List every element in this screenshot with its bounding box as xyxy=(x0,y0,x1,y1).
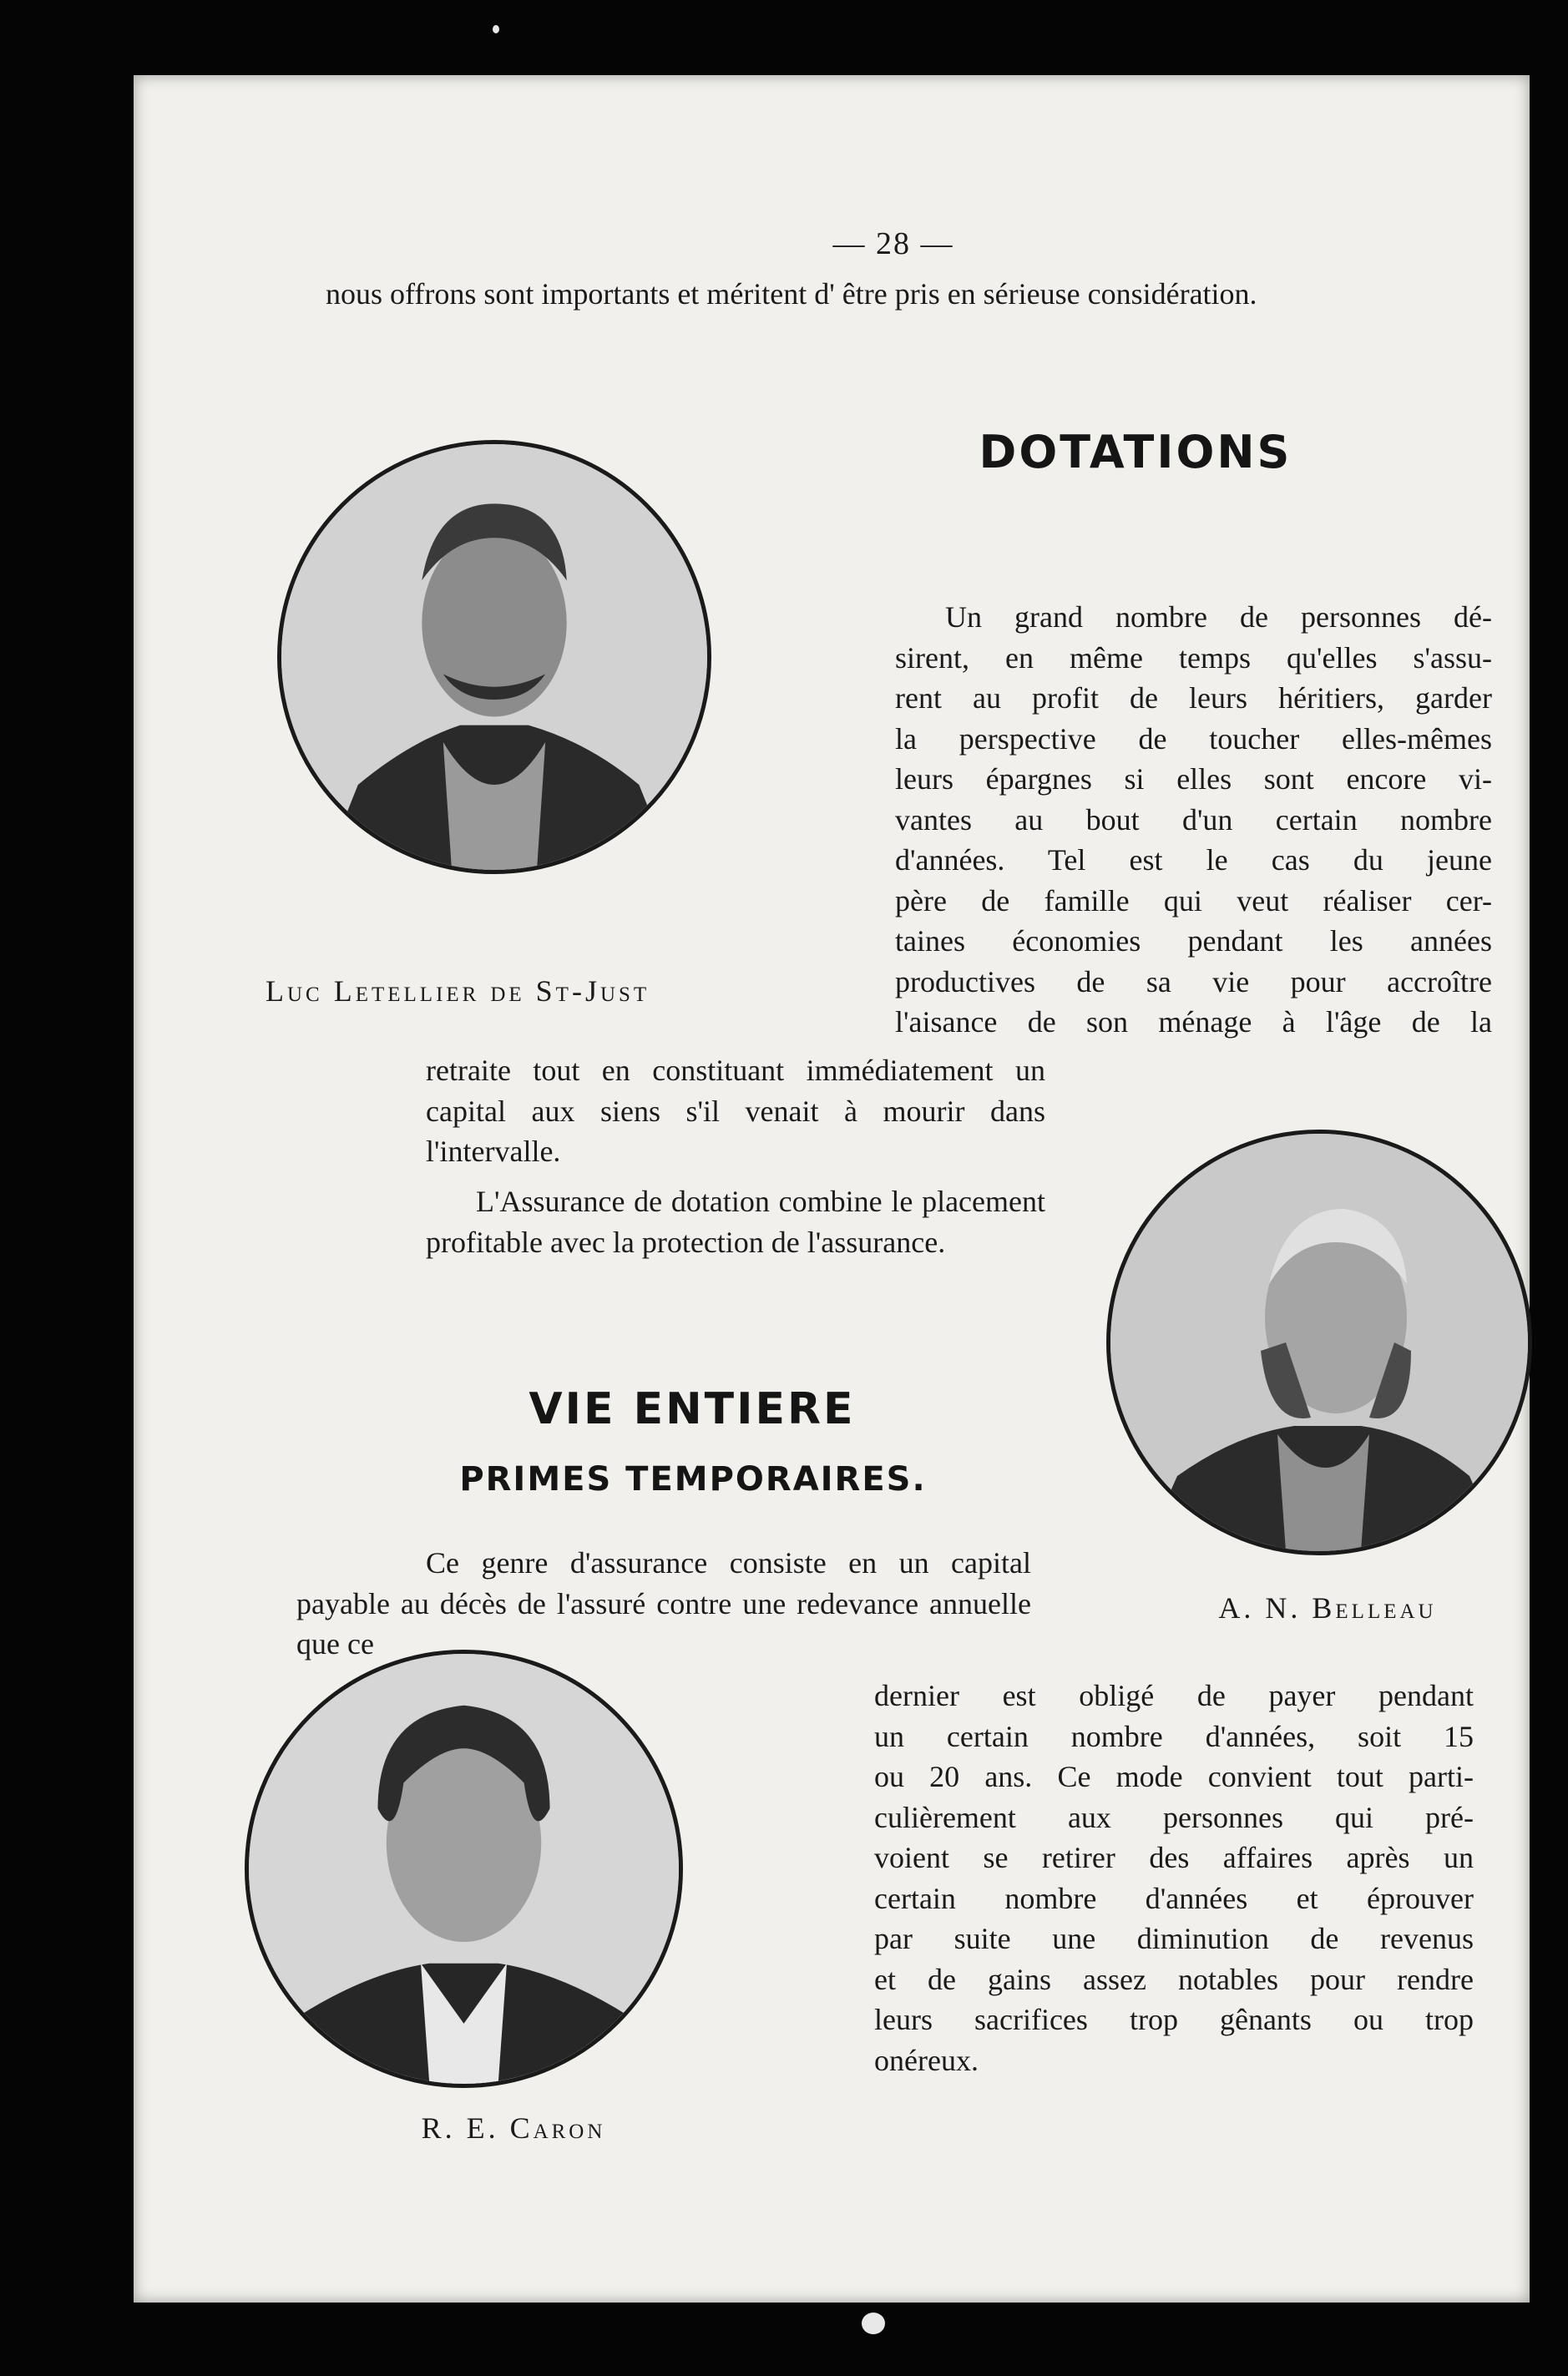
portrait-caron xyxy=(245,1650,683,2088)
page-number: — 28 — xyxy=(832,226,954,261)
vie-entiere-paragraph-left: Ce genre d'assurance consiste en un capital payable au décès de l'assuré contre une redevance annuelle que ce xyxy=(296,1546,1031,1661)
text-line: vantes au bout d'un certain nombre xyxy=(895,802,1492,837)
portrait-image xyxy=(249,1654,679,2084)
dotations-heading: DOTATIONS xyxy=(979,426,1292,478)
intro-paragraph: nous offrons sont importants et méritent d' être pris en sérieuse considération. xyxy=(326,277,1257,311)
scan-speck xyxy=(493,25,499,33)
text-line: et de gains assez notables pour rendre xyxy=(874,1962,1474,1996)
text-line: rent au profit de leurs héritiers, garder xyxy=(895,681,1492,715)
text-line: culièrement aux personnes qui pré- xyxy=(874,1800,1474,1834)
text-line: père de famille qui veut réaliser cer- xyxy=(895,883,1492,918)
text-line: la perspective de toucher elles-mêmes xyxy=(895,721,1492,756)
portrait-caption-caron: R. E. Caron xyxy=(421,2111,606,2145)
portrait-letellier xyxy=(277,440,711,874)
document-page xyxy=(134,75,1530,2303)
portrait-belleau xyxy=(1106,1130,1532,1555)
vie-entiere-heading: VIE ENTIERE xyxy=(529,1384,856,1434)
portrait-caption-belleau: A. N. Belleau xyxy=(1218,1591,1437,1625)
text-line: ou 20 ans. Ce mode convient tout parti- xyxy=(874,1760,1474,1793)
text-line: par suite une diminution de revenus xyxy=(874,1922,1474,1955)
text-line: productives de sa vie pour accroître xyxy=(895,964,1492,998)
dotations-paragraph-2: L'Assurance de dotation combine le placement profitable avec la protection de l'assurance. xyxy=(426,1185,1045,1259)
text-line: sirent, en même temps qu'elles s'assu- xyxy=(895,640,1492,675)
dotations-paragraph-continued: retraite tout en constituant immédiatement un capital aux siens s'il venait à mourir dans l'intervalle. xyxy=(426,1054,1045,1168)
text-line: leurs sacrifices trop gênants ou trop xyxy=(874,2003,1474,2036)
text-line: onéreux. xyxy=(874,2043,979,2077)
text-line: taines économies pendant les années xyxy=(895,924,1492,958)
portrait-caption-letellier: Luc Letellier de St-Just xyxy=(266,974,650,1008)
text-line: l'aisance de son ménage à l'âge de la xyxy=(895,1005,1492,1039)
dotations-paragraph xyxy=(895,597,1492,1043)
text-line: leurs épargnes si elles sont encore vi- xyxy=(895,762,1492,796)
text-line: voient se retirer des affaires après un xyxy=(874,1841,1474,1874)
vie-entiere-paragraph-right xyxy=(874,1676,1474,2080)
scan-speck xyxy=(862,2313,885,2334)
text-line: d'années. Tel est le cas du jeune xyxy=(895,843,1492,877)
text-line: Un grand nombre de personnes dé- xyxy=(945,600,1492,634)
portrait-image xyxy=(1110,1134,1528,1551)
text-line: certain nombre d'années et éprouver xyxy=(874,1881,1474,1915)
text-line: dernier est obligé de payer pendant xyxy=(874,1679,1474,1712)
text-line: un certain nombre d'années, soit 15 xyxy=(874,1719,1474,1753)
portrait-image xyxy=(281,444,707,870)
vie-entiere-subheading: PRIMES TEMPORAIRES. xyxy=(459,1460,927,1499)
